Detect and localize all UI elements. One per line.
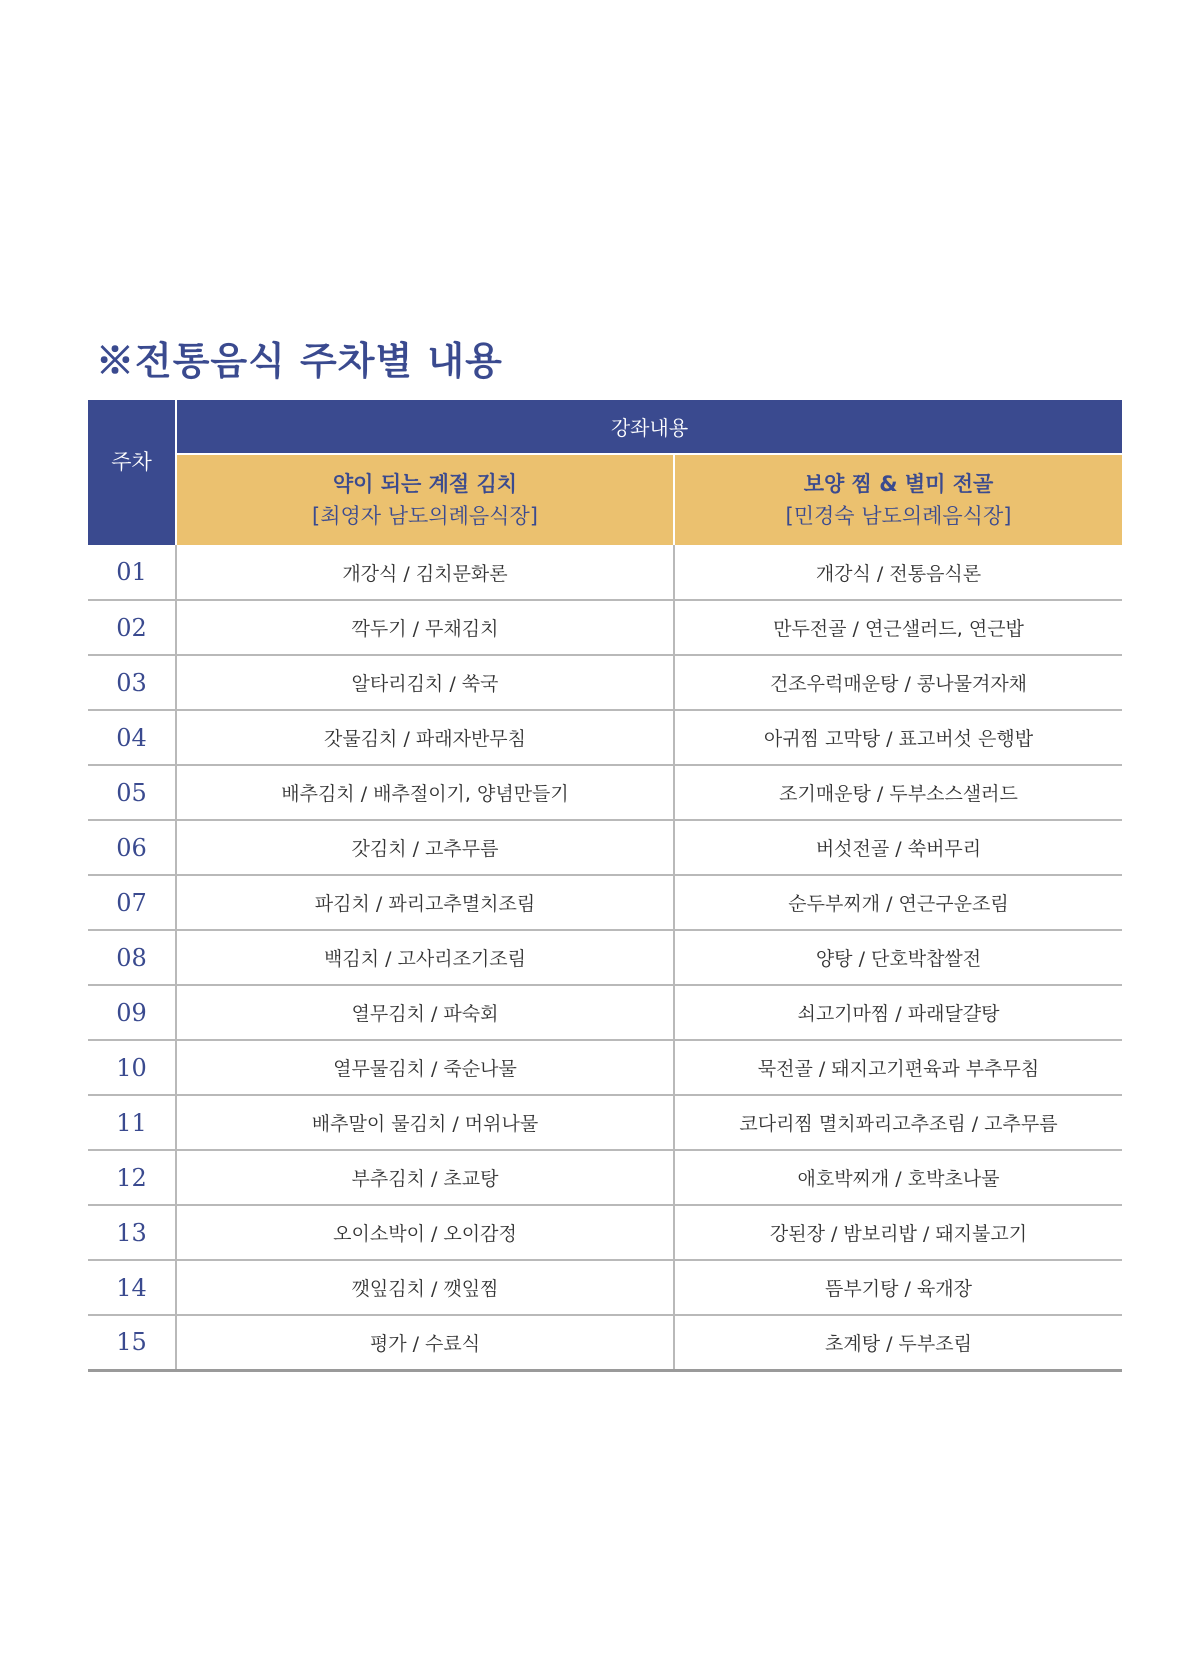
jjim-course-content: 강된장 / 밤보리밥 / 돼지불고기 — [674, 1205, 1122, 1260]
jjim-course-content: 건조우럭매운탕 / 콩나물겨자채 — [674, 655, 1122, 710]
jjim-course-content: 개강식 / 전통음식론 — [674, 545, 1122, 600]
kimchi-course-content: 개강식 / 김치문화론 — [176, 545, 674, 600]
table-body — [88, 545, 1122, 1370]
table-row — [88, 545, 1122, 600]
table-row — [88, 820, 1122, 875]
table-row — [88, 1095, 1122, 1150]
week-number: 06 — [88, 820, 176, 875]
table-row — [88, 985, 1122, 1040]
course-instructor: [최영자 남도의례음식장] — [312, 504, 538, 528]
header-week: 주차 — [88, 400, 176, 545]
week-number: 05 — [88, 765, 176, 820]
week-number: 11 — [88, 1095, 176, 1150]
kimchi-course-content: 배추김치 / 배추절이기, 양념만들기 — [176, 765, 674, 820]
page-title: ※전통음식 주차별 내용 — [96, 338, 503, 383]
kimchi-course-content: 배추말이 물김치 / 머위나물 — [176, 1095, 674, 1150]
table-row — [88, 710, 1122, 765]
week-number: 14 — [88, 1260, 176, 1315]
jjim-course-content: 양탕 / 단호박찹쌀전 — [674, 930, 1122, 985]
jjim-course-content: 뜸부기탕 / 육개장 — [674, 1260, 1122, 1315]
table-row — [88, 1040, 1122, 1095]
jjim-course-content: 묵전골 / 돼지고기편육과 부추무침 — [674, 1040, 1122, 1095]
jjim-course-content: 초계탕 / 두부조림 — [674, 1315, 1122, 1370]
table-row — [88, 655, 1122, 710]
week-number: 01 — [88, 545, 176, 600]
week-number: 09 — [88, 985, 176, 1040]
table-row — [88, 1260, 1122, 1315]
jjim-course-content: 애호박찌개 / 호박초나물 — [674, 1150, 1122, 1205]
kimchi-course-content: 알타리김치 / 쑥국 — [176, 655, 674, 710]
week-number: 15 — [88, 1315, 176, 1370]
header-course-kimchi — [176, 454, 674, 545]
table-row — [88, 765, 1122, 820]
kimchi-course-content: 부추김치 / 초교탕 — [176, 1150, 674, 1205]
week-number: 04 — [88, 710, 176, 765]
jjim-course-content: 조기매운탕 / 두부소스샐러드 — [674, 765, 1122, 820]
week-number: 07 — [88, 875, 176, 930]
course-instructor: [민경숙 남도의례음식장] — [785, 504, 1012, 528]
table-row — [88, 600, 1122, 655]
header-content: 강좌내용 — [176, 400, 1122, 454]
table-row — [88, 1205, 1122, 1260]
week-number: 12 — [88, 1150, 176, 1205]
jjim-course-content: 만두전골 / 연근샐러드, 연근밥 — [674, 600, 1122, 655]
jjim-course-content: 순두부찌개 / 연근구운조림 — [674, 875, 1122, 930]
kimchi-course-content: 갓김치 / 고추무름 — [176, 820, 674, 875]
course-name: 약이 되는 계절 김치 — [332, 472, 518, 496]
kimchi-course-content: 열무김치 / 파숙회 — [176, 985, 674, 1040]
jjim-course-content: 아귀찜 고막탕 / 표고버섯 은행밥 — [674, 710, 1122, 765]
header-course-jjim-jeongol — [674, 454, 1122, 545]
week-number: 13 — [88, 1205, 176, 1260]
kimchi-course-content: 평가 / 수료식 — [176, 1315, 674, 1370]
week-number: 08 — [88, 930, 176, 985]
kimchi-course-content: 백김치 / 고사리조기조림 — [176, 930, 674, 985]
kimchi-course-content: 오이소박이 / 오이감정 — [176, 1205, 674, 1260]
kimchi-course-content: 파김치 / 꽈리고추멸치조림 — [176, 875, 674, 930]
course-name: 보양 찜 & 별미 전골 — [803, 472, 994, 496]
jjim-course-content: 쇠고기마찜 / 파래달걀탕 — [674, 985, 1122, 1040]
jjim-course-content: 코다리찜 멸치꽈리고추조림 / 고추무름 — [674, 1095, 1122, 1150]
week-number: 03 — [88, 655, 176, 710]
table-row — [88, 875, 1122, 930]
table-header — [88, 400, 1122, 545]
kimchi-course-content: 깍두기 / 무채김치 — [176, 600, 674, 655]
weekly-schedule-table — [88, 400, 1122, 1372]
jjim-course-content: 버섯전골 / 쑥버무리 — [674, 820, 1122, 875]
week-number: 02 — [88, 600, 176, 655]
kimchi-course-content: 갓물김치 / 파래자반무침 — [176, 710, 674, 765]
week-number: 10 — [88, 1040, 176, 1095]
table-row — [88, 930, 1122, 985]
table-row — [88, 1150, 1122, 1205]
kimchi-course-content: 깻잎김치 / 깻잎찜 — [176, 1260, 674, 1315]
table-row — [88, 1315, 1122, 1370]
kimchi-course-content: 열무물김치 / 죽순나물 — [176, 1040, 674, 1095]
